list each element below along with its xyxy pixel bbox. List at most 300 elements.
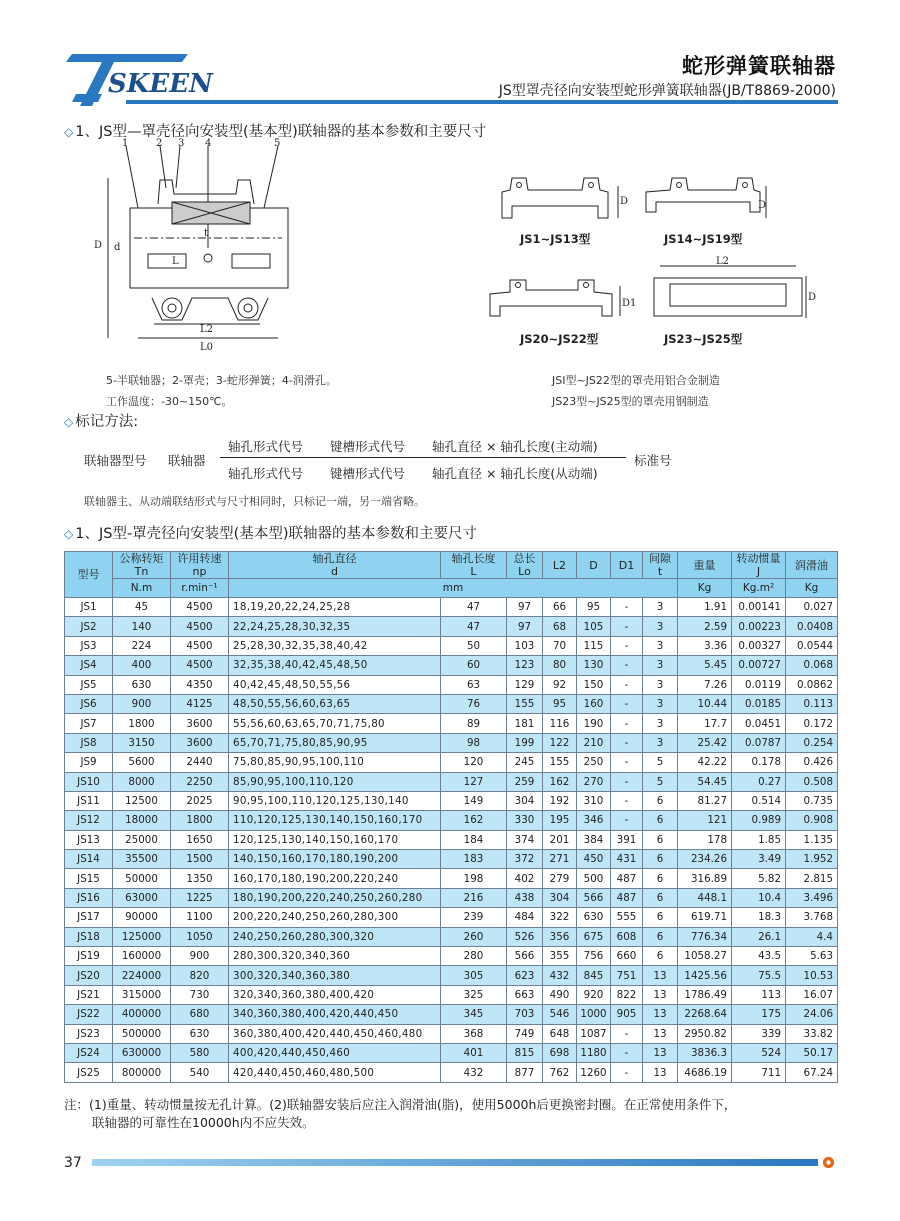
- cell-D: 210: [577, 733, 611, 752]
- cell-d1: 905: [611, 1005, 643, 1024]
- table-row: [65, 753, 838, 772]
- cell-l2: 155: [543, 753, 577, 772]
- header-inertia: 转动惯量 J: [732, 552, 786, 579]
- callout-4: 4: [205, 138, 212, 149]
- cell-gap: 6: [643, 908, 678, 927]
- cell-bore: 65,70,71,75,80,85,90,95: [229, 733, 441, 752]
- dim-D-js1: D: [620, 196, 629, 207]
- cell-l2: 432: [543, 966, 577, 985]
- cell-bore: 25,28,30,32,35,38,40,42: [229, 636, 441, 655]
- cell-total: 815: [507, 1043, 543, 1062]
- cell-bore: 32,35,38,40,42,45,48,50: [229, 656, 441, 675]
- cell-total: 877: [507, 1063, 543, 1082]
- cell-torque: 630: [113, 675, 171, 694]
- cell-gap: 3: [643, 617, 678, 636]
- header-D: D: [577, 552, 611, 579]
- cell-inertia: 0.0787: [732, 733, 786, 752]
- cell-torque: 35500: [113, 850, 171, 869]
- dim-D-js14: D: [758, 200, 767, 211]
- dim-D1-js20: D1: [622, 298, 637, 309]
- cell-speed: 4350: [171, 675, 229, 694]
- cell-length: 63: [441, 675, 507, 694]
- cell-D: 845: [577, 966, 611, 985]
- cell-lube: 0.508: [786, 772, 838, 791]
- cell-speed: 4500: [171, 598, 229, 617]
- cell-D: 500: [577, 869, 611, 888]
- cell-inertia: 10.4: [732, 888, 786, 907]
- cell-D: 160: [577, 694, 611, 713]
- cell-weight: 3.36: [678, 636, 732, 655]
- cell-weight: 2.59: [678, 617, 732, 636]
- coupling-assembly-drawing: [88, 138, 328, 360]
- cell-gap: 3: [643, 656, 678, 675]
- cell-gap: 5: [643, 753, 678, 772]
- cell-torque: 630000: [113, 1043, 171, 1062]
- cell-l2: 192: [543, 791, 577, 810]
- cell-lube: 0.735: [786, 791, 838, 810]
- cell-D: 105: [577, 617, 611, 636]
- cell-model: JS19: [65, 947, 113, 966]
- cell-speed: 1500: [171, 850, 229, 869]
- diamond-icon: ◇: [64, 527, 74, 541]
- cell-model: JS5: [65, 675, 113, 694]
- cell-length: 127: [441, 772, 507, 791]
- cell-torque: 50000: [113, 869, 171, 888]
- cell-model: JS1: [65, 598, 113, 617]
- cell-d1: -: [611, 636, 643, 655]
- cell-D: 346: [577, 811, 611, 830]
- cell-length: 149: [441, 791, 507, 810]
- cell-bore: 48,50,55,56,60,63,65: [229, 694, 441, 713]
- page-number: 37: [64, 1155, 82, 1171]
- cell-total: 749: [507, 1024, 543, 1043]
- cell-inertia: 711: [732, 1063, 786, 1082]
- cell-speed: 1225: [171, 888, 229, 907]
- cell-inertia: 0.514: [732, 791, 786, 810]
- cell-speed: 1350: [171, 869, 229, 888]
- housing-js1-js13-drawing: [498, 170, 628, 226]
- cell-model: JS10: [65, 772, 113, 791]
- cell-bore: 360,380,400,420,440,450,460,480: [229, 1024, 441, 1043]
- cell-weight: 1425.56: [678, 966, 732, 985]
- cell-model: JS12: [65, 811, 113, 830]
- marking-top-keyway-form: 键槽形式代号: [330, 439, 406, 454]
- cell-l2: 271: [543, 850, 577, 869]
- caption-js14-js19: JS14~JS19型: [664, 232, 743, 246]
- cell-lube: 0.0544: [786, 636, 838, 655]
- cell-D: 115: [577, 636, 611, 655]
- table-row: [65, 830, 838, 849]
- cell-l2: 70: [543, 636, 577, 655]
- cell-bore: 18,19,20,22,24,25,28: [229, 598, 441, 617]
- cell-model: JS23: [65, 1024, 113, 1043]
- cell-inertia: 175: [732, 1005, 786, 1024]
- table-row: [65, 966, 838, 985]
- cell-model: JS11: [65, 791, 113, 810]
- cell-D: 920: [577, 985, 611, 1004]
- cell-torque: 125000: [113, 927, 171, 946]
- cell-speed: 4500: [171, 656, 229, 675]
- cell-gap: 3: [643, 694, 678, 713]
- cell-l2: 201: [543, 830, 577, 849]
- cell-D: 190: [577, 714, 611, 733]
- cell-gap: 13: [643, 966, 678, 985]
- cell-lube: 1.135: [786, 830, 838, 849]
- cell-speed: 1050: [171, 927, 229, 946]
- cell-inertia: 0.0451: [732, 714, 786, 733]
- cell-gap: 6: [643, 927, 678, 946]
- cell-model: JS21: [65, 985, 113, 1004]
- cell-d1: 555: [611, 908, 643, 927]
- cell-length: 368: [441, 1024, 507, 1043]
- marking-coupling-label: 联轴器: [168, 453, 206, 468]
- cell-D: 1180: [577, 1043, 611, 1062]
- diamond-icon: ◇: [64, 125, 74, 139]
- cell-speed: 1650: [171, 830, 229, 849]
- cell-l2: 356: [543, 927, 577, 946]
- cell-lube: 33.82: [786, 1024, 838, 1043]
- table-row: [65, 908, 838, 927]
- cell-gap: 6: [643, 850, 678, 869]
- cell-d1: -: [611, 791, 643, 810]
- cell-lube: 4.4: [786, 927, 838, 946]
- cell-weight: 121: [678, 811, 732, 830]
- table-row: [65, 1063, 838, 1082]
- housing-js14-js19-drawing: [640, 170, 780, 230]
- cell-length: 401: [441, 1043, 507, 1062]
- cell-torque: 25000: [113, 830, 171, 849]
- dim-D: D: [94, 240, 103, 251]
- cell-total: 123: [507, 656, 543, 675]
- table-row: [65, 714, 838, 733]
- cell-D: 566: [577, 888, 611, 907]
- cell-torque: 315000: [113, 985, 171, 1004]
- marking-bottom-keyway-form: 键槽形式代号: [330, 466, 406, 481]
- cell-length: 120: [441, 753, 507, 772]
- table-row: [65, 850, 838, 869]
- cell-length: 183: [441, 850, 507, 869]
- cell-d1: -: [611, 598, 643, 617]
- cell-l2: 68: [543, 617, 577, 636]
- cell-model: JS8: [65, 733, 113, 752]
- cell-torque: 63000: [113, 888, 171, 907]
- cell-lube: 0.027: [786, 598, 838, 617]
- table-row: [65, 791, 838, 810]
- working-temperature: 工作温度：-30~150℃。: [106, 395, 233, 408]
- cell-speed: 2440: [171, 753, 229, 772]
- cell-inertia: 524: [732, 1043, 786, 1062]
- spec-table: [64, 551, 838, 1083]
- cell-inertia: 26.1: [732, 927, 786, 946]
- cell-weight: 17.7: [678, 714, 732, 733]
- table-row: [65, 1005, 838, 1024]
- cell-model: JS3: [65, 636, 113, 655]
- cell-inertia: 0.00327: [732, 636, 786, 655]
- cell-length: 280: [441, 947, 507, 966]
- unit-inertia: Kg.m²: [732, 579, 786, 598]
- cell-lube: 16.07: [786, 985, 838, 1004]
- table-row: [65, 811, 838, 830]
- cell-gap: 13: [643, 1063, 678, 1082]
- cell-inertia: 0.0119: [732, 675, 786, 694]
- cell-lube: 0.0862: [786, 675, 838, 694]
- marking-top-bore: 轴孔直径 × 轴孔长度(主动端): [432, 439, 598, 454]
- cell-inertia: 0.0185: [732, 694, 786, 713]
- cell-length: 325: [441, 985, 507, 1004]
- cell-gap: 3: [643, 636, 678, 655]
- cell-speed: 3600: [171, 714, 229, 733]
- cell-length: 305: [441, 966, 507, 985]
- cell-torque: 400000: [113, 1005, 171, 1024]
- cell-length: 76: [441, 694, 507, 713]
- cell-bore: 320,340,360,380,400,420: [229, 985, 441, 1004]
- cell-total: 245: [507, 753, 543, 772]
- cell-torque: 800000: [113, 1063, 171, 1082]
- cell-l2: 92: [543, 675, 577, 694]
- table-row: [65, 675, 838, 694]
- cell-lube: 3.496: [786, 888, 838, 907]
- dim-L2-js23: L2: [716, 256, 730, 267]
- cell-d1: 660: [611, 947, 643, 966]
- cell-d1: 431: [611, 850, 643, 869]
- cell-total: 129: [507, 675, 543, 694]
- cell-weight: 1786.49: [678, 985, 732, 1004]
- cell-inertia: 1.85: [732, 830, 786, 849]
- gear-icon: [822, 1156, 835, 1169]
- cell-total: 703: [507, 1005, 543, 1024]
- cell-total: 623: [507, 966, 543, 985]
- cell-model: JS25: [65, 1063, 113, 1082]
- cell-speed: 2025: [171, 791, 229, 810]
- table-row: [65, 733, 838, 752]
- cell-d1: 751: [611, 966, 643, 985]
- cell-weight: 448.1: [678, 888, 732, 907]
- cell-lube: 67.24: [786, 1063, 838, 1082]
- header-l2: L2: [543, 552, 577, 579]
- cell-model: JS7: [65, 714, 113, 733]
- housing-js20-js22-drawing: [486, 272, 637, 328]
- section1-title: 1、JS型—罩壳径向安装型(基本型)联轴器的基本参数和主要尺寸: [75, 124, 487, 140]
- cell-length: 162: [441, 811, 507, 830]
- cell-speed: 580: [171, 1043, 229, 1062]
- cell-torque: 90000: [113, 908, 171, 927]
- cell-lube: 0.113: [786, 694, 838, 713]
- cell-gap: 6: [643, 947, 678, 966]
- cell-D: 1260: [577, 1063, 611, 1082]
- cell-d1: -: [611, 656, 643, 675]
- table-row: [65, 947, 838, 966]
- page-subtitle: JS型罩壳径向安装型蛇形弹簧联轴器(JB/T8869-2000): [498, 83, 836, 99]
- cell-weight: 316.89: [678, 869, 732, 888]
- cell-length: 89: [441, 714, 507, 733]
- cell-total: 484: [507, 908, 543, 927]
- header-gap: 间隙 t: [643, 552, 678, 579]
- cell-weight: 619.71: [678, 908, 732, 927]
- cell-d1: -: [611, 1043, 643, 1062]
- cell-speed: 900: [171, 947, 229, 966]
- cell-inertia: 18.3: [732, 908, 786, 927]
- cell-weight: 4686.19: [678, 1063, 732, 1082]
- cell-l2: 279: [543, 869, 577, 888]
- cell-bore: 140,150,160,170,180,190,200: [229, 850, 441, 869]
- cell-gap: 6: [643, 869, 678, 888]
- cell-inertia: 0.00141: [732, 598, 786, 617]
- cell-model: JS13: [65, 830, 113, 849]
- cell-speed: 1100: [171, 908, 229, 927]
- cell-gap: 6: [643, 888, 678, 907]
- cell-l2: 490: [543, 985, 577, 1004]
- cell-lube: 24.06: [786, 1005, 838, 1024]
- table-row: [65, 888, 838, 907]
- cell-l2: 698: [543, 1043, 577, 1062]
- cell-l2: 116: [543, 714, 577, 733]
- cell-torque: 8000: [113, 772, 171, 791]
- cell-speed: 680: [171, 1005, 229, 1024]
- cell-total: 97: [507, 617, 543, 636]
- cell-lube: 0.254: [786, 733, 838, 752]
- header-length: 轴孔长度 L: [441, 552, 507, 579]
- header-weight: 重量: [678, 552, 732, 579]
- cell-inertia: 339: [732, 1024, 786, 1043]
- cell-model: JS4: [65, 656, 113, 675]
- cell-l2: 80: [543, 656, 577, 675]
- cell-inertia: 113: [732, 985, 786, 1004]
- cell-inertia: 5.82: [732, 869, 786, 888]
- cell-lube: 10.53: [786, 966, 838, 985]
- table-row: [65, 1024, 838, 1043]
- cell-inertia: 0.00727: [732, 656, 786, 675]
- table-row: [65, 927, 838, 946]
- cell-model: JS2: [65, 617, 113, 636]
- cell-D: 270: [577, 772, 611, 791]
- cell-bore: 40,42,45,48,50,55,56: [229, 675, 441, 694]
- cell-torque: 45: [113, 598, 171, 617]
- cell-bore: 400,420,440,450,460: [229, 1043, 441, 1062]
- cell-total: 374: [507, 830, 543, 849]
- cell-model: JS17: [65, 908, 113, 927]
- cell-weight: 54.45: [678, 772, 732, 791]
- callout-3: 3: [178, 138, 185, 149]
- cell-l2: 322: [543, 908, 577, 927]
- cell-total: 402: [507, 869, 543, 888]
- cell-gap: 5: [643, 772, 678, 791]
- cell-total: 304: [507, 791, 543, 810]
- cell-total: 259: [507, 772, 543, 791]
- cell-length: 198: [441, 869, 507, 888]
- cell-d1: -: [611, 675, 643, 694]
- cell-speed: 730: [171, 985, 229, 1004]
- cell-bore: 120,125,130,140,150,160,170: [229, 830, 441, 849]
- dim-d: d: [114, 242, 121, 253]
- table-row: [65, 772, 838, 791]
- cell-inertia: 43.5: [732, 947, 786, 966]
- cell-total: 663: [507, 985, 543, 1004]
- header-speed: 许用转速 np: [171, 552, 229, 579]
- cell-torque: 400: [113, 656, 171, 675]
- cell-weight: 81.27: [678, 791, 732, 810]
- marking-title: 标记方法:: [75, 414, 139, 430]
- cell-length: 239: [441, 908, 507, 927]
- cell-l2: 546: [543, 1005, 577, 1024]
- marking-heading: [64, 410, 138, 431]
- unit-speed: r.min⁻¹: [171, 579, 229, 598]
- cell-bore: 55,56,60,63,65,70,71,75,80: [229, 714, 441, 733]
- unit-torque: N.m: [113, 579, 171, 598]
- cell-total: 526: [507, 927, 543, 946]
- diamond-icon: ◇: [64, 415, 74, 429]
- cell-bore: 240,250,260,280,300,320: [229, 927, 441, 946]
- caption-js1-js13: JS1~JS13型: [520, 232, 591, 246]
- cell-speed: 4500: [171, 636, 229, 655]
- cell-lube: 2.815: [786, 869, 838, 888]
- cell-lube: 3.768: [786, 908, 838, 927]
- cell-l2: 66: [543, 598, 577, 617]
- cell-l2: 162: [543, 772, 577, 791]
- section2-title: 1、JS型-罩壳径向安装型(基本型)联轴器的基本参数和主要尺寸: [75, 526, 477, 542]
- cell-l2: 195: [543, 811, 577, 830]
- cell-torque: 18000: [113, 811, 171, 830]
- cell-gap: 6: [643, 811, 678, 830]
- cell-bore: 22,24,25,28,30,32,35: [229, 617, 441, 636]
- cell-model: JS24: [65, 1043, 113, 1062]
- cell-inertia: 0.00223: [732, 617, 786, 636]
- cell-d1: -: [611, 617, 643, 636]
- fraction-line: [220, 457, 626, 458]
- cell-lube: 0.908: [786, 811, 838, 830]
- cell-weight: 25.42: [678, 733, 732, 752]
- cell-D: 450: [577, 850, 611, 869]
- cell-bore: 340,360,380,400,420,440,450: [229, 1005, 441, 1024]
- cell-d1: 391: [611, 830, 643, 849]
- cell-weight: 3836.3: [678, 1043, 732, 1062]
- caption-js23-js25: JS23~JS25型: [664, 332, 743, 346]
- cell-D: 675: [577, 927, 611, 946]
- cell-d1: 487: [611, 888, 643, 907]
- cell-length: 47: [441, 617, 507, 636]
- cell-lube: 5.63: [786, 947, 838, 966]
- cell-l2: 122: [543, 733, 577, 752]
- cell-gap: 6: [643, 791, 678, 810]
- cell-bore: 160,170,180,190,200,220,240: [229, 869, 441, 888]
- cell-weight: 1.91: [678, 598, 732, 617]
- cell-total: 438: [507, 888, 543, 907]
- cell-gap: 3: [643, 598, 678, 617]
- cell-total: 103: [507, 636, 543, 655]
- cell-model: JS9: [65, 753, 113, 772]
- cell-inertia: 0.178: [732, 753, 786, 772]
- cell-length: 432: [441, 1063, 507, 1082]
- cell-length: 260: [441, 927, 507, 946]
- parts-legend: 5-半联轴器；2-罩壳；3-蛇形弹簧；4-润滑孔。: [106, 374, 337, 387]
- table-row: [65, 617, 838, 636]
- cell-D: 756: [577, 947, 611, 966]
- cell-bore: 90,95,100,110,120,125,130,140: [229, 791, 441, 810]
- cell-gap: 13: [643, 985, 678, 1004]
- callout-1: 1: [122, 138, 129, 149]
- cell-gap: 13: [643, 1043, 678, 1062]
- cell-lube: 0.172: [786, 714, 838, 733]
- unit-weight: Kg: [678, 579, 732, 598]
- dim-t: t: [204, 228, 209, 239]
- cell-speed: 2250: [171, 772, 229, 791]
- cell-weight: 10.44: [678, 694, 732, 713]
- cell-inertia: 75.5: [732, 966, 786, 985]
- page-title: 蛇形弹簧联轴器: [682, 54, 836, 78]
- cell-torque: 140: [113, 617, 171, 636]
- cell-speed: 3600: [171, 733, 229, 752]
- header-total: 总长 Lo: [507, 552, 543, 579]
- cell-d1: -: [611, 811, 643, 830]
